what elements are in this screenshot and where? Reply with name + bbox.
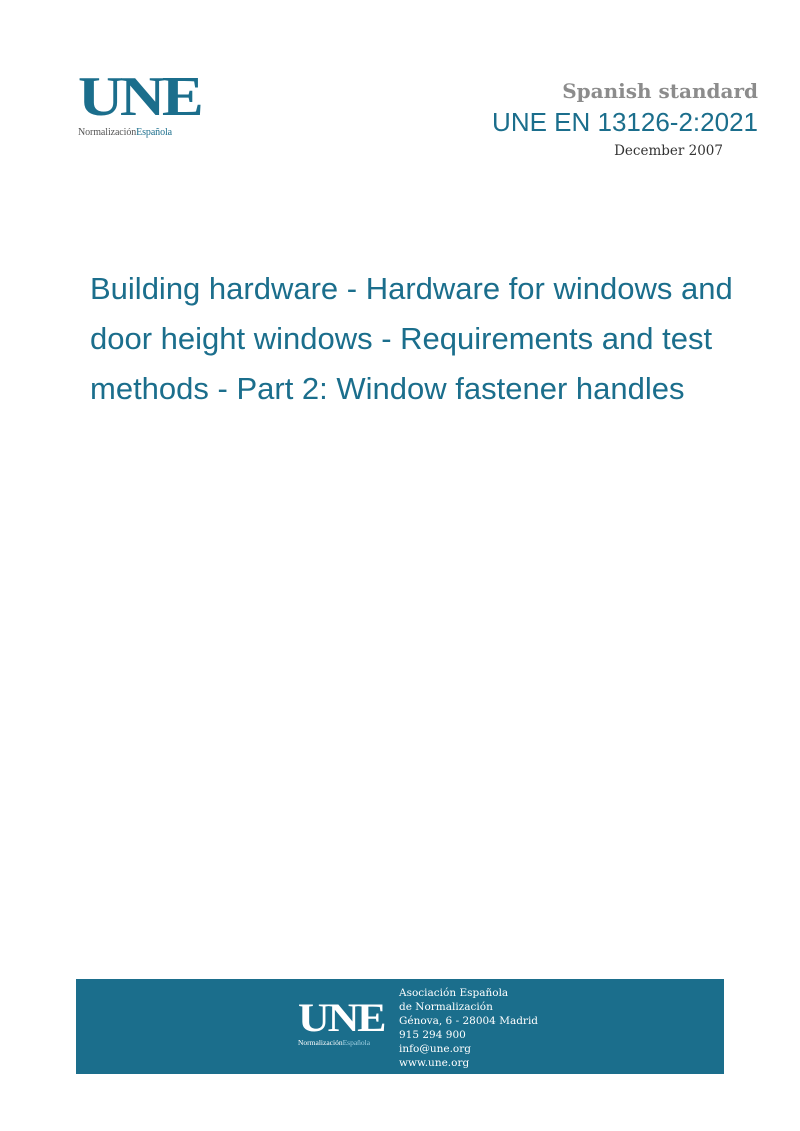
- logo-tag-normalizacion: Normalización: [78, 127, 137, 138]
- publication-date: December 2007: [614, 143, 723, 159]
- address-phone: 915 294 900: [399, 1029, 466, 1041]
- address-website[interactable]: www.une.org: [399, 1057, 470, 1069]
- address-email[interactable]: info@une.org: [399, 1043, 471, 1055]
- footer-tag-espanola: Española: [342, 1038, 371, 1047]
- address-org-line: Asociación Española: [399, 987, 509, 999]
- title-line: methods - Part 2: Window fastener handles: [90, 371, 685, 406]
- address-org-line: de Normalización: [399, 1001, 493, 1013]
- footer-logo-mark: UNE: [298, 995, 385, 1040]
- une-logo-tagline: [78, 127, 218, 138]
- footer-une-logo: [298, 995, 385, 1047]
- title-line: door height windows - Requirements and test: [90, 321, 713, 356]
- footer-address: [399, 986, 538, 1070]
- une-logo-mark: UNE: [78, 66, 201, 128]
- standard-code: UNE EN 13126-2:2021: [492, 107, 758, 137]
- footer-banner: [76, 979, 724, 1074]
- footer-tag-normalizacion: Normalización: [298, 1038, 343, 1047]
- document-title: [90, 264, 790, 414]
- document-kind: Spanish standard: [562, 79, 758, 103]
- une-logo: [78, 66, 218, 138]
- document-header: [492, 78, 758, 160]
- title-line: Building hardware - Hardware for windows and: [90, 271, 733, 306]
- logo-tag-espanola: Española: [136, 127, 172, 138]
- address-street: Génova, 6 - 28004 Madrid: [399, 1015, 539, 1027]
